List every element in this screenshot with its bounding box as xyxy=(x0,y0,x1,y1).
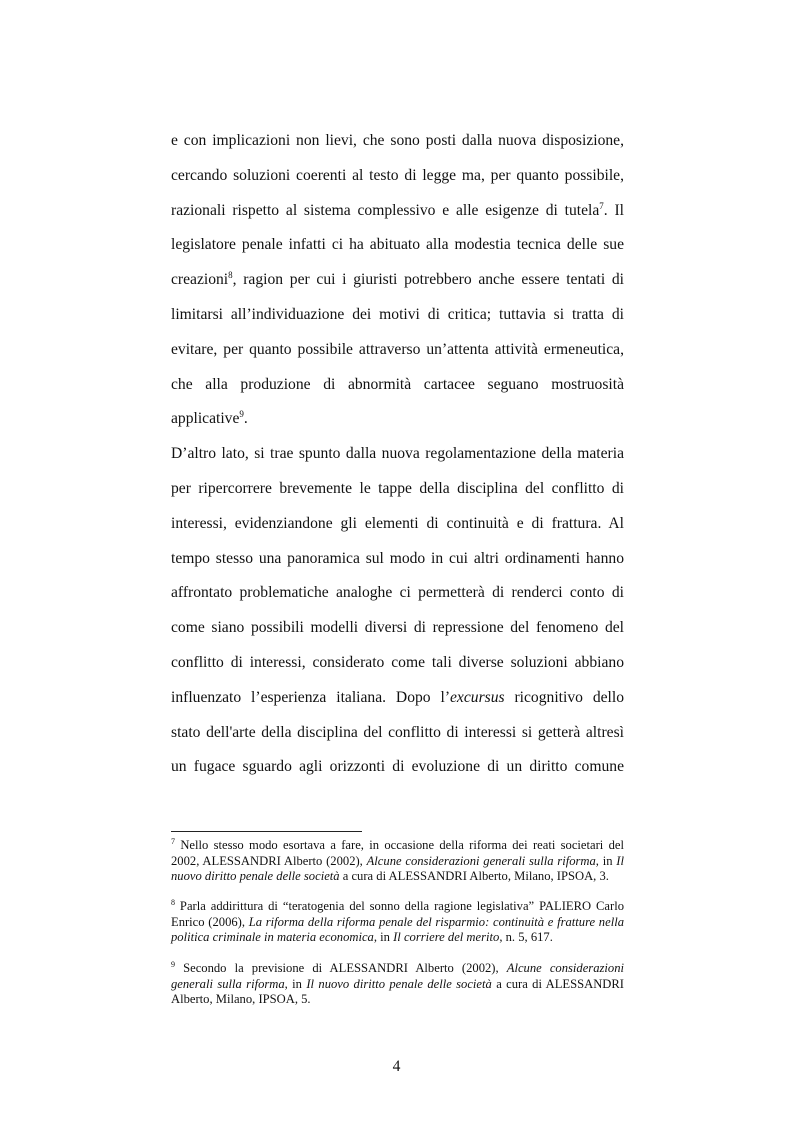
italic-text: excursus xyxy=(450,688,505,706)
italic-text: Alcune considerazioni generali sulla riforma xyxy=(171,961,624,991)
body-line xyxy=(171,409,624,429)
italic-text: La riforma della riforma penale del risparmio: continuità e fratture nella politica criminale in materia economica xyxy=(171,914,624,945)
body-line xyxy=(171,270,624,290)
italic-text: Il corriere del merito xyxy=(393,930,500,945)
body-line xyxy=(171,305,624,325)
body-line xyxy=(171,201,624,221)
text-run: Secondo la previsione di ALESSANDRI Alberto (2002), xyxy=(175,961,507,975)
body-line xyxy=(171,723,624,743)
footnote-marker: 7 xyxy=(599,200,604,211)
text-run: D’altro lato, si trae spunto dalla nuova regolamentazione della materia xyxy=(171,445,624,463)
footnote-marker: 8 xyxy=(171,898,175,907)
text-run: a cura di ALESSANDRI Alberto, Milano, IPSOA, 3. xyxy=(339,869,609,884)
footnote-marker: 9 xyxy=(239,409,244,420)
body-line xyxy=(171,444,624,464)
text-run: che alla produzione di abnormità cartacee seguano mostruosità xyxy=(171,375,624,393)
text-run: applicative xyxy=(171,410,240,428)
text-run: ricognitivo dello xyxy=(504,688,624,706)
text-run: stato dell'arte della disciplina del conflitto di interessi si getterà altresì xyxy=(171,723,624,741)
text-run: , n. 5, 617. xyxy=(499,930,553,945)
body-line xyxy=(171,549,624,569)
text-run: tempo stesso una panoramica sul modo in cui altri ordinamenti hanno xyxy=(171,549,624,567)
text-run: , ragion per cui i giuristi potrebbero anche essere tentati di xyxy=(232,271,624,289)
footnote-marker: 9 xyxy=(171,960,175,969)
text-run: , in xyxy=(595,853,617,868)
body-line xyxy=(171,131,624,151)
text-run: conflitto di interessi, considerato come tali diverse soluzioni abbiano xyxy=(171,654,624,671)
footnote-separator xyxy=(171,831,362,832)
italic-text: Alcune considerazioni generali sulla riforma xyxy=(366,853,596,868)
text-run: legislatore penale infatti ci ha abituato alla modestia tecnica delle sue xyxy=(171,236,624,254)
footnote xyxy=(171,961,624,1008)
text-run: evitare, per quanto possibile attraverso un’attenta attività ermeneutica, xyxy=(171,340,624,358)
body-line xyxy=(171,166,624,186)
text-run: affrontato problematiche analoghe ci permetterà di renderci conto di xyxy=(171,584,624,602)
text-run: limitarsi all’individuazione dei motivi di critica; tuttavia si tratta di xyxy=(171,306,624,323)
body-line xyxy=(171,757,624,777)
footnote xyxy=(171,838,624,885)
body-line xyxy=(171,618,624,638)
text-run: Parla addirittura di “teratogenia del sonno della ragione legislativa” PALIERO Carlo Enrico (2006), xyxy=(171,899,624,929)
footnote-marker: 8 xyxy=(228,270,233,281)
text-run: come siano possibili modelli diversi di repressione del fenomeno del xyxy=(171,619,624,637)
body-line xyxy=(171,688,624,708)
italic-text: Il nuovo diritto penale delle società xyxy=(306,976,492,991)
footnote-marker: 7 xyxy=(171,837,175,846)
text-run: influenzato l’esperienza italiana. Dopo l’ xyxy=(171,688,451,706)
body-line xyxy=(171,375,624,395)
italic-text: Il nuovo diritto penale delle società xyxy=(171,853,624,884)
text-run: cercando soluzioni coerenti al testo di legge ma, per quanto possibile, xyxy=(171,166,624,184)
text-run: , in xyxy=(373,930,394,945)
text-run: un fugace sguardo agli orizzonti di evoluzione di un diritto comune xyxy=(171,758,624,776)
text-run: . xyxy=(243,410,248,428)
body-line xyxy=(171,235,624,255)
page-number: 4 xyxy=(392,1058,401,1075)
body-line xyxy=(171,653,624,673)
text-run: . Il xyxy=(603,201,624,219)
text-run: per ripercorrere brevemente le tappe della disciplina del conflitto di xyxy=(171,480,624,497)
text-run: , in xyxy=(284,976,307,991)
text-run: a cura di ALESSANDRI Alberto, Milano, IPSOA, 5. xyxy=(171,976,624,1007)
body-line xyxy=(171,583,624,603)
text-run: creazioni xyxy=(171,271,229,289)
text-run: e con implicazioni non lievi, che sono posti dalla nuova disposizione, xyxy=(171,132,624,149)
text-run: razionali rispetto al sistema complessivo e alle esigenze di tutela xyxy=(171,201,600,219)
body-line xyxy=(171,340,624,360)
body-line xyxy=(171,479,624,499)
footnote xyxy=(171,899,624,946)
text-run: interessi, evidenziandone gli elementi di continuità e di frattura. Al xyxy=(171,514,624,532)
body-line xyxy=(171,514,624,534)
text-run: Nello stesso modo esortava a fare, in occasione della riforma dei reati societari del 2002, ALESSANDRI Alberto (2002), xyxy=(171,838,624,868)
